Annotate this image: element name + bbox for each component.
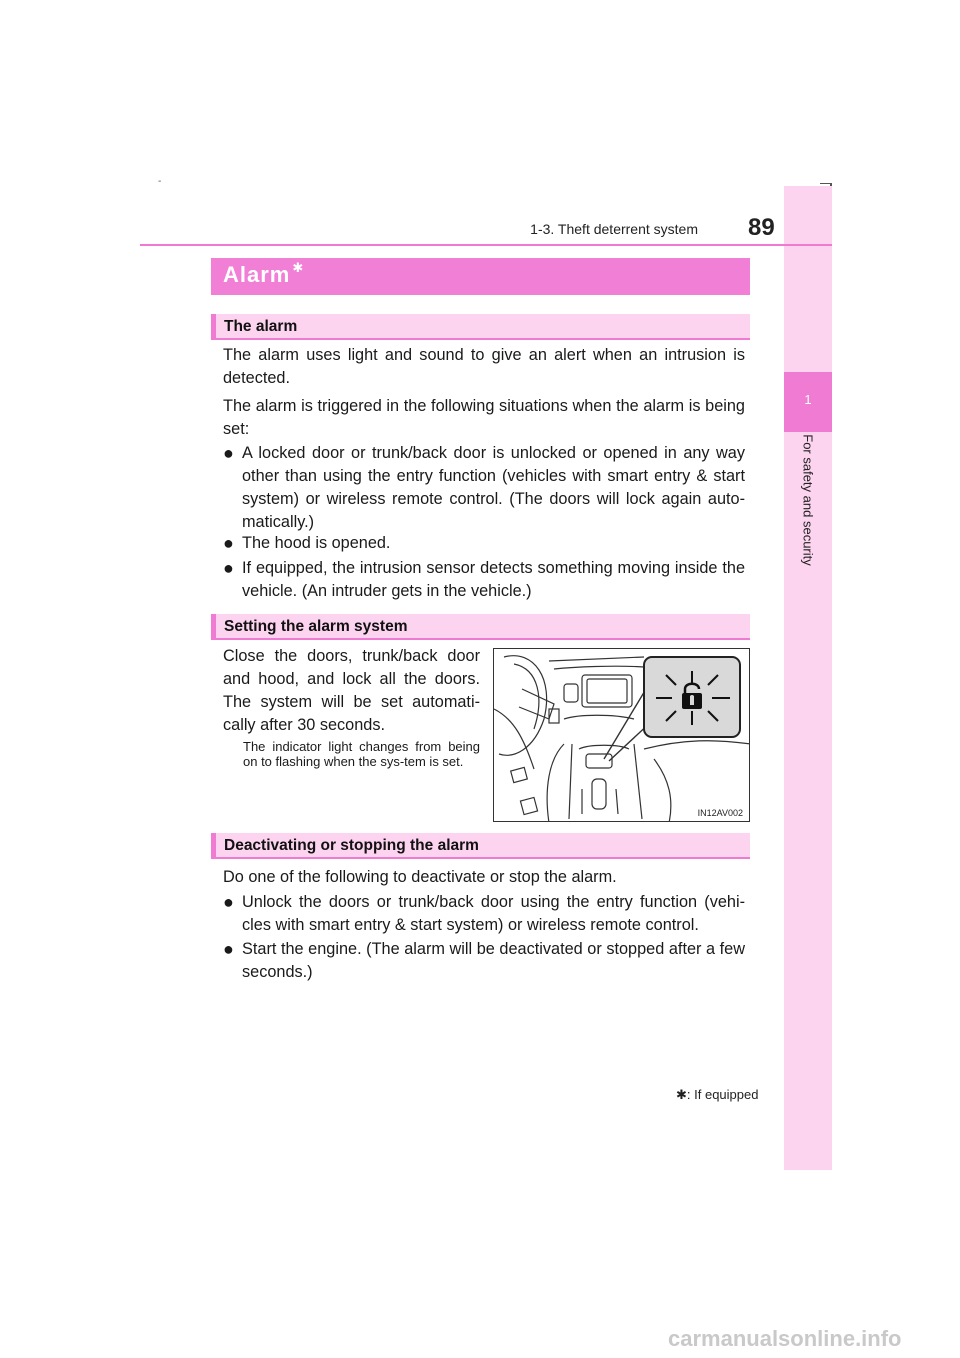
asterisk-icon: ✱ <box>676 1087 687 1102</box>
footnote <box>676 1087 758 1103</box>
chapter-side-tab <box>784 186 832 1170</box>
chapter-title: For safety and security <box>800 434 816 566</box>
paragraph: The alarm is triggered in the following situations when the alarm is being set: <box>223 397 745 438</box>
section-heading-the-alarm: The alarm <box>224 318 298 335</box>
paragraph: Do one of the following to deactivate or stop the alarm. <box>223 868 617 886</box>
figure-code: IN12AV002 <box>697 808 743 818</box>
bullet-icon: ● <box>223 533 234 553</box>
if-equipped-asterisk-icon: ✱ <box>292 260 305 275</box>
bullet-icon: ● <box>223 558 234 578</box>
watermark: carmanualsonline.info <box>668 1326 902 1351</box>
list-item: If equipped, the intrusion sensor detects something moving inside the vehicle. (An intruder gets in the vehicle.) <box>242 559 745 600</box>
list-item: Start the engine. (The alarm will be deactivated or stopped after a few seconds.) <box>242 940 745 981</box>
running-header: 1-3. Theft deterrent system <box>530 221 698 237</box>
section-heading-deactivating: Deactivating or stopping the alarm <box>224 837 479 854</box>
page-title <box>223 262 304 288</box>
paragraph: The alarm uses light and sound to give an alert when an intrusion is detected. <box>223 346 745 387</box>
list-item: A locked door or trunk/back door is unlocked or opened in any way other than using the entry function (vehicles with smart entry & start system) or wireless remote control. (The doors will lock again auto-matically.) <box>242 444 745 531</box>
chapter-number: 1 <box>804 392 812 407</box>
indicator-note: The indicator light changes from being on to flashing when the sys-tem is set. <box>243 739 480 769</box>
section-heading-setting: Setting the alarm system <box>224 618 408 635</box>
list-item: The hood is opened. <box>242 534 391 552</box>
crop-mark-top-h <box>820 183 832 184</box>
page-title-text: Alarm <box>223 262 291 287</box>
dashboard-drawing <box>494 649 750 822</box>
dashboard-illustration <box>493 648 750 822</box>
crop-mark: - <box>158 176 162 187</box>
paragraph: Close the doors, trunk/back door and hood, and lock all the doors. The system will be set automati-cally after 30 seconds. <box>223 647 480 734</box>
bullet-icon: ● <box>223 892 234 912</box>
header-rule <box>140 244 832 246</box>
footnote-text: : If equipped <box>686 1087 759 1102</box>
bullet-icon: ● <box>223 939 234 959</box>
bullet-icon: ● <box>223 443 234 463</box>
page-number: 89 <box>748 214 775 241</box>
list-item: Unlock the doors or trunk/back door using the entry function (vehi-cles with smart entry & start system) or wireless remote control. <box>242 893 745 934</box>
